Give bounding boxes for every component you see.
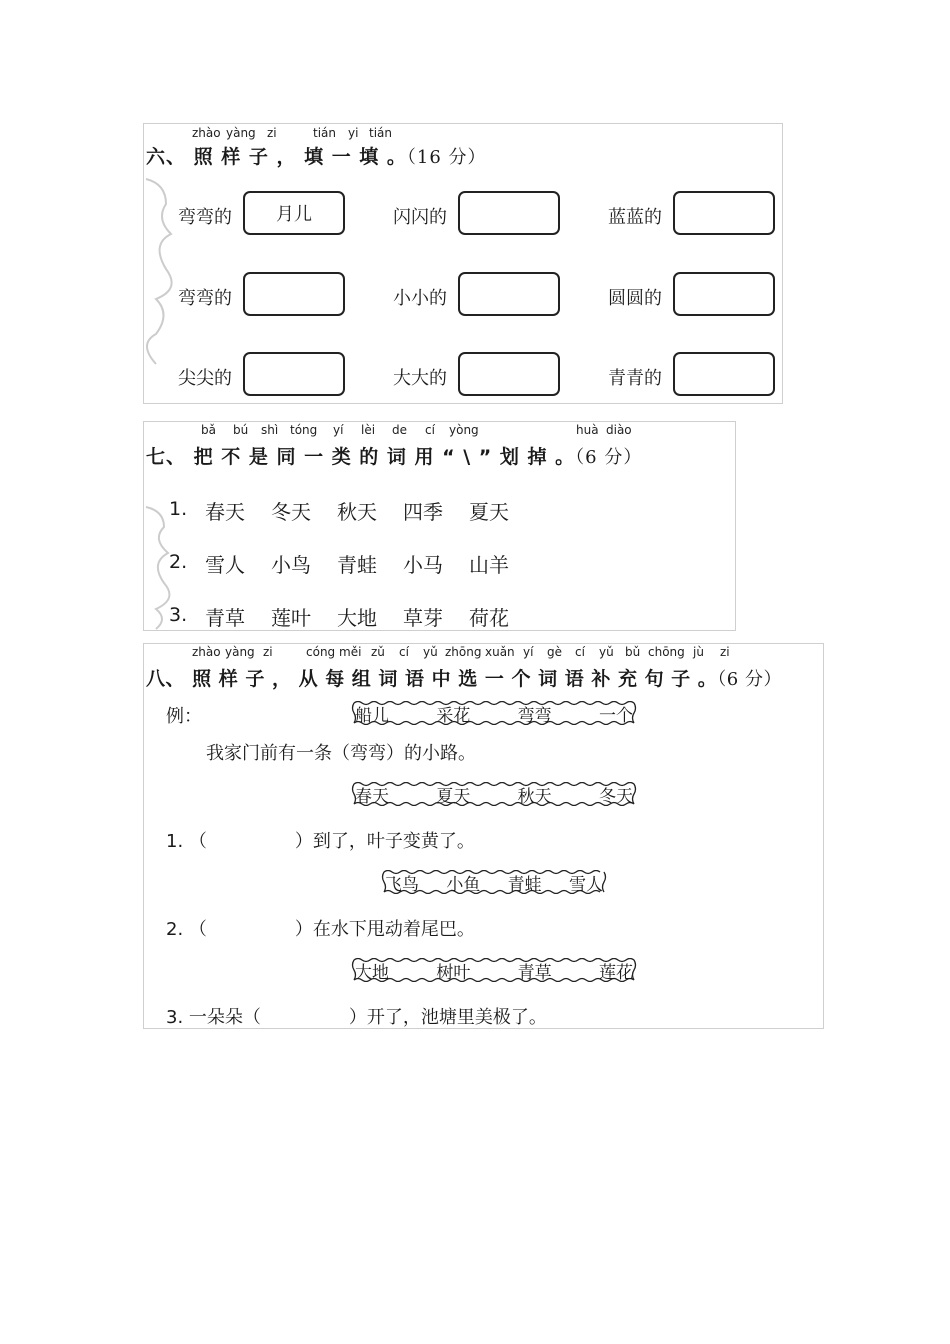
pinyin-de: de <box>392 423 407 437</box>
answer-box-lanlan[interactable] <box>673 191 775 235</box>
word[interactable]: 青草 <box>205 606 245 630</box>
group-word: 飞鸟 <box>385 874 419 895</box>
sentence-open: （ <box>188 919 207 940</box>
pinyin: bǔ <box>625 645 641 659</box>
sentence-3 <box>166 1003 547 1029</box>
row-number: 2. <box>169 551 188 573</box>
pinyin: chōng <box>648 645 685 659</box>
label-yuanyuan: 圆圆的 <box>608 288 662 309</box>
pinyin-yi: yí <box>333 423 344 437</box>
wavy-frame <box>351 782 637 806</box>
pinyin: yàng <box>225 645 255 659</box>
group-word: 树叶 <box>436 962 471 983</box>
pinyin: zhōng <box>445 645 482 659</box>
answer-box-wanwan[interactable] <box>243 272 345 316</box>
wavy-frame <box>351 701 637 725</box>
pinyin-yong: yòng <box>449 423 479 437</box>
sentence-rest: ）在水下甩动着尾巴。 <box>294 919 475 940</box>
pinyin: jù <box>693 645 704 659</box>
label-xiaoxiao: 小小的 <box>393 288 447 309</box>
pinyin: zhào <box>192 645 221 659</box>
word[interactable]: 小鸟 <box>271 553 311 577</box>
group-word: 青草 <box>517 962 552 983</box>
section-7-title <box>146 442 642 469</box>
answer-box-jianjian[interactable] <box>243 352 345 396</box>
group-word: 一个 <box>598 705 633 726</box>
word[interactable]: 雪人 <box>205 553 245 577</box>
pinyin: yǔ <box>599 645 614 659</box>
example-label: 例： <box>166 706 202 727</box>
pinyin: cí <box>399 645 409 659</box>
word[interactable]: 草芽 <box>403 606 443 630</box>
pinyin: zi <box>720 645 730 659</box>
group-word: 青蛙 <box>507 874 542 895</box>
section-8-score: （6 分） <box>717 669 782 690</box>
word-group-1 <box>351 782 637 806</box>
label-qingqing: 青青的 <box>608 368 662 389</box>
word[interactable]: 冬天 <box>271 500 311 524</box>
pinyin-bu: bú <box>233 423 249 437</box>
section-7 <box>143 421 736 631</box>
sentence-open: （ <box>188 831 207 852</box>
word[interactable]: 青蛙 <box>337 553 377 577</box>
group-word: 莲花 <box>598 962 633 983</box>
section-6 <box>143 123 783 404</box>
word[interactable]: 夏天 <box>469 500 509 524</box>
pinyin: gè <box>547 645 562 659</box>
section-6-score: （16 分） <box>406 147 487 168</box>
word-group-example <box>351 701 637 725</box>
answer-box-shanshan[interactable] <box>458 191 560 235</box>
section-8 <box>143 643 824 1029</box>
label-lanlan: 蓝蓝的 <box>608 207 662 228</box>
word[interactable]: 莲叶 <box>271 606 311 630</box>
word[interactable]: 秋天 <box>337 500 377 524</box>
label-dada: 大大的 <box>393 368 447 389</box>
label-shanshan: 闪闪的 <box>393 207 447 228</box>
example-answer: 月儿 <box>276 204 312 225</box>
sentence-number: 1. <box>166 831 184 852</box>
sentence-open: 一朵朵（ <box>188 1007 261 1028</box>
group-word: 雪人 <box>568 874 603 895</box>
section-8-title-text: 八、 照 样 子 ， 从 每 组 词 语 中 选 一 个 词 语 补 充 句 子 。 <box>146 668 718 690</box>
example-sentence: 我家门前有一条（弯弯）的小路。 <box>206 743 476 764</box>
word[interactable]: 山羊 <box>469 553 509 577</box>
section-6-title <box>146 142 487 169</box>
pinyin-shi: shì <box>261 423 279 437</box>
pinyin-tong: tóng <box>290 423 318 437</box>
section-6-title-text: 六、 照 样 子 ， 填 一 填 。 <box>146 146 407 168</box>
pinyin: cóng <box>306 645 336 659</box>
wavy-frame <box>351 958 637 982</box>
answer-box-qingqing[interactable] <box>673 352 775 396</box>
label-jianjian: 尖尖的 <box>178 368 232 389</box>
sentence-number: 3. <box>166 1007 184 1028</box>
pinyin-zhao: zhào <box>192 126 221 140</box>
word-group-3 <box>351 958 637 982</box>
pinyin-ci: cí <box>425 423 435 437</box>
group-word: 弯弯 <box>517 705 552 726</box>
pinyin-hua: huà <box>576 423 599 437</box>
row-number: 3. <box>169 604 188 626</box>
pinyin: yǔ <box>423 645 438 659</box>
pinyin: yí <box>523 645 534 659</box>
pinyin-yi: yi <box>348 126 359 140</box>
pinyin-lei: lèi <box>361 423 376 437</box>
pinyin-ba: bǎ <box>201 423 216 437</box>
word-group-2 <box>381 870 607 894</box>
pinyin-tian2: tián <box>369 126 392 140</box>
pinyin: zi <box>263 645 273 659</box>
group-word: 小鱼 <box>446 874 481 895</box>
group-word: 冬天 <box>598 786 633 807</box>
sentence-2 <box>166 915 475 941</box>
group-word: 大地 <box>355 962 389 983</box>
sentence-rest: ）开了，池塘里美极了。 <box>348 1007 547 1028</box>
pinyin-yang: yàng <box>226 126 256 140</box>
decorative-border-left <box>144 169 174 389</box>
section-8-title <box>146 664 782 691</box>
answer-box-dada[interactable] <box>458 352 560 396</box>
section-7-score: （6 分） <box>575 447 643 468</box>
sentence-1 <box>166 827 475 853</box>
section-7-title-text: 七、 把 不 是 同 一 类 的 词 用 “ \ ” 划 掉 。 <box>146 446 576 468</box>
answer-box-xiaoxiao[interactable] <box>458 272 560 316</box>
pinyin: měi <box>339 645 362 659</box>
answer-box-example <box>243 191 345 235</box>
word[interactable]: 小马 <box>403 553 443 577</box>
label-wanwan-2: 弯弯的 <box>178 288 232 309</box>
word[interactable]: 大地 <box>337 606 377 630</box>
sentence-number: 2. <box>166 919 184 940</box>
word[interactable]: 荷花 <box>469 606 509 630</box>
row-number: 1. <box>169 498 188 520</box>
group-word: 夏天 <box>436 786 471 807</box>
sentence-rest: ）到了，叶子变黄了。 <box>294 831 475 852</box>
pinyin-zi: zi <box>267 126 277 140</box>
answer-box-yuanyuan[interactable] <box>673 272 775 316</box>
pinyin: zǔ <box>371 645 385 659</box>
group-word: 船儿 <box>355 705 389 726</box>
pinyin-diao: diào <box>606 423 632 437</box>
group-word: 采花 <box>436 705 471 726</box>
pinyin-tian: tián <box>313 126 336 140</box>
group-word: 春天 <box>355 786 389 807</box>
label-wanwan-1: 弯弯的 <box>178 207 232 228</box>
word[interactable]: 春天 <box>205 500 245 524</box>
pinyin: xuǎn <box>485 645 515 659</box>
word[interactable]: 四季 <box>403 500 443 524</box>
group-word: 秋天 <box>517 786 552 807</box>
pinyin: cí <box>575 645 585 659</box>
